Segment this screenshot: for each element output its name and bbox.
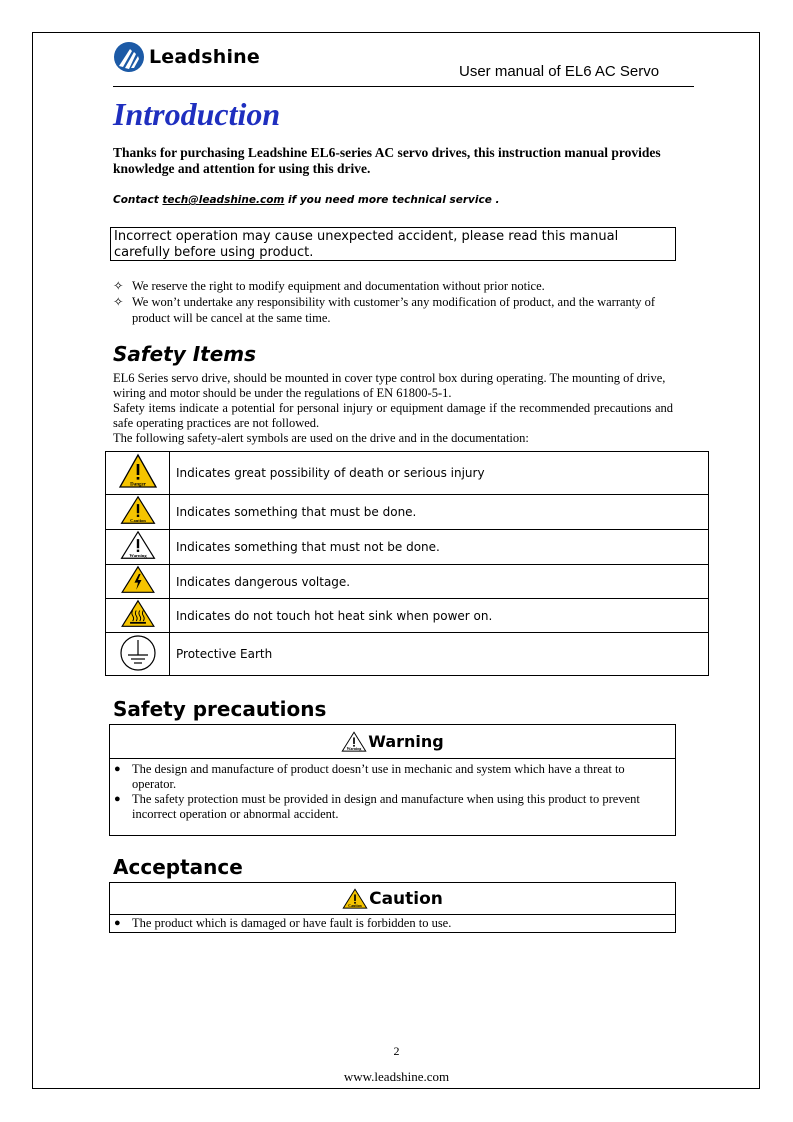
safety-items-description bbox=[113, 371, 673, 446]
warning-icon bbox=[106, 530, 170, 565]
svg-text:Caution: Caution bbox=[348, 903, 362, 908]
diamond-bullet-icon: ✧ bbox=[113, 295, 124, 309]
svg-text:Warning: Warning bbox=[346, 746, 362, 751]
symbol-description: Protective Earth bbox=[170, 633, 709, 676]
voltage-icon bbox=[106, 565, 170, 599]
table-row bbox=[106, 633, 709, 676]
caution-icon bbox=[342, 887, 368, 911]
svg-text:Warning: Warning bbox=[128, 552, 147, 558]
safety-para-3: The following safety-alert symbols are used on the drive and in the documentation: bbox=[113, 431, 529, 445]
diamond-bullet-icon: ✧ bbox=[113, 279, 124, 293]
intro-thanks: Thanks for purchasing Leadshine EL6-series AC servo drives, this instruction manual provides knowledge and attention for using this drive. bbox=[113, 145, 661, 176]
leadshine-logo bbox=[113, 40, 268, 74]
warning-box-header bbox=[110, 725, 675, 759]
footer-website[interactable]: www.leadshine.com bbox=[343, 1069, 450, 1084]
symbol-description: Indicates great possibility of death or serious injury bbox=[170, 452, 709, 495]
table-row bbox=[106, 452, 709, 495]
symbol-description: Indicates do not touch hot heat sink when power on. bbox=[170, 599, 709, 633]
symbol-description: Indicates dangerous voltage. bbox=[170, 565, 709, 599]
list-item: ● The design and manufacture of product doesn’t use in mechanic and system which have a threat to operator. bbox=[114, 762, 625, 791]
caution-icon bbox=[106, 495, 170, 530]
table-row bbox=[106, 565, 709, 599]
svg-text:Caution: Caution bbox=[129, 517, 146, 523]
page-number: 2 bbox=[393, 1044, 400, 1058]
svg-text:Danger: Danger bbox=[129, 482, 146, 487]
contact-email-link[interactable]: tech@leadshine.com bbox=[162, 194, 285, 206]
caution-label: Caution bbox=[369, 888, 443, 909]
safety-items-title: Safety Items bbox=[113, 342, 257, 366]
notice-box: Incorrect operation may cause unexpected accident, please read this manual carefully before using product. bbox=[110, 227, 676, 261]
protective-earth-icon bbox=[106, 633, 170, 676]
safety-precautions-title: Safety precautions bbox=[113, 697, 327, 721]
table-row bbox=[106, 530, 709, 565]
list-item: ● The safety protection must be provided in design and manufacture when using this product to prevent incorrect operation or abnormal accident. bbox=[114, 792, 640, 821]
intro-title: Introduction bbox=[113, 96, 281, 132]
symbol-description: Indicates something that must be done. bbox=[170, 495, 709, 530]
contact-prefix: Contact bbox=[113, 194, 163, 206]
warning-box bbox=[109, 724, 676, 836]
header-divider bbox=[113, 86, 694, 87]
leadshine-logo-icon bbox=[113, 41, 145, 73]
caution-list bbox=[110, 915, 675, 931]
list-item: ● The product which is damaged or have fault is forbidden to use. bbox=[114, 916, 452, 930]
warning-icon bbox=[341, 730, 367, 754]
warning-list bbox=[110, 759, 675, 822]
caution-box bbox=[109, 882, 676, 933]
hot-surface-icon bbox=[106, 599, 170, 633]
symbol-description: Indicates something that must not be done. bbox=[170, 530, 709, 565]
list-item: ✧ We won’t undertake any responsibility with customer’s any modification of product, and the warranty of product will be cancel at the same time. bbox=[113, 295, 656, 325]
list-item: ✧ We reserve the right to modify equipment and documentation without prior notice. bbox=[113, 279, 545, 293]
safety-para-2: Safety items indicate a potential for personal injury or equipment damage if the recommended precautions and safe operating practices are not followed. bbox=[113, 401, 673, 430]
danger-icon bbox=[106, 452, 170, 495]
intro-bullets bbox=[113, 278, 673, 326]
contact-suffix: if you need more technical service . bbox=[284, 194, 500, 206]
caution-box-header bbox=[110, 883, 675, 915]
table-row bbox=[106, 495, 709, 530]
logo-text: Leadshine bbox=[149, 46, 260, 68]
warning-label: Warning bbox=[368, 732, 444, 751]
safety-para-1: EL6 Series servo drive, should be mounted in cover type control box during operating. The mounting of drive, wiring and motor should be under the regulations of EN 61800-5-1. bbox=[113, 371, 666, 400]
safety-symbols-table bbox=[105, 451, 709, 676]
table-row bbox=[106, 599, 709, 633]
acceptance-title: Acceptance bbox=[113, 855, 243, 879]
bullet-icon: ● bbox=[114, 793, 121, 805]
contact-line bbox=[113, 194, 500, 206]
bullet-icon: ● bbox=[114, 763, 121, 775]
bullet-icon: ● bbox=[114, 917, 121, 929]
header-title: User manual of EL6 AC Servo bbox=[459, 63, 660, 80]
